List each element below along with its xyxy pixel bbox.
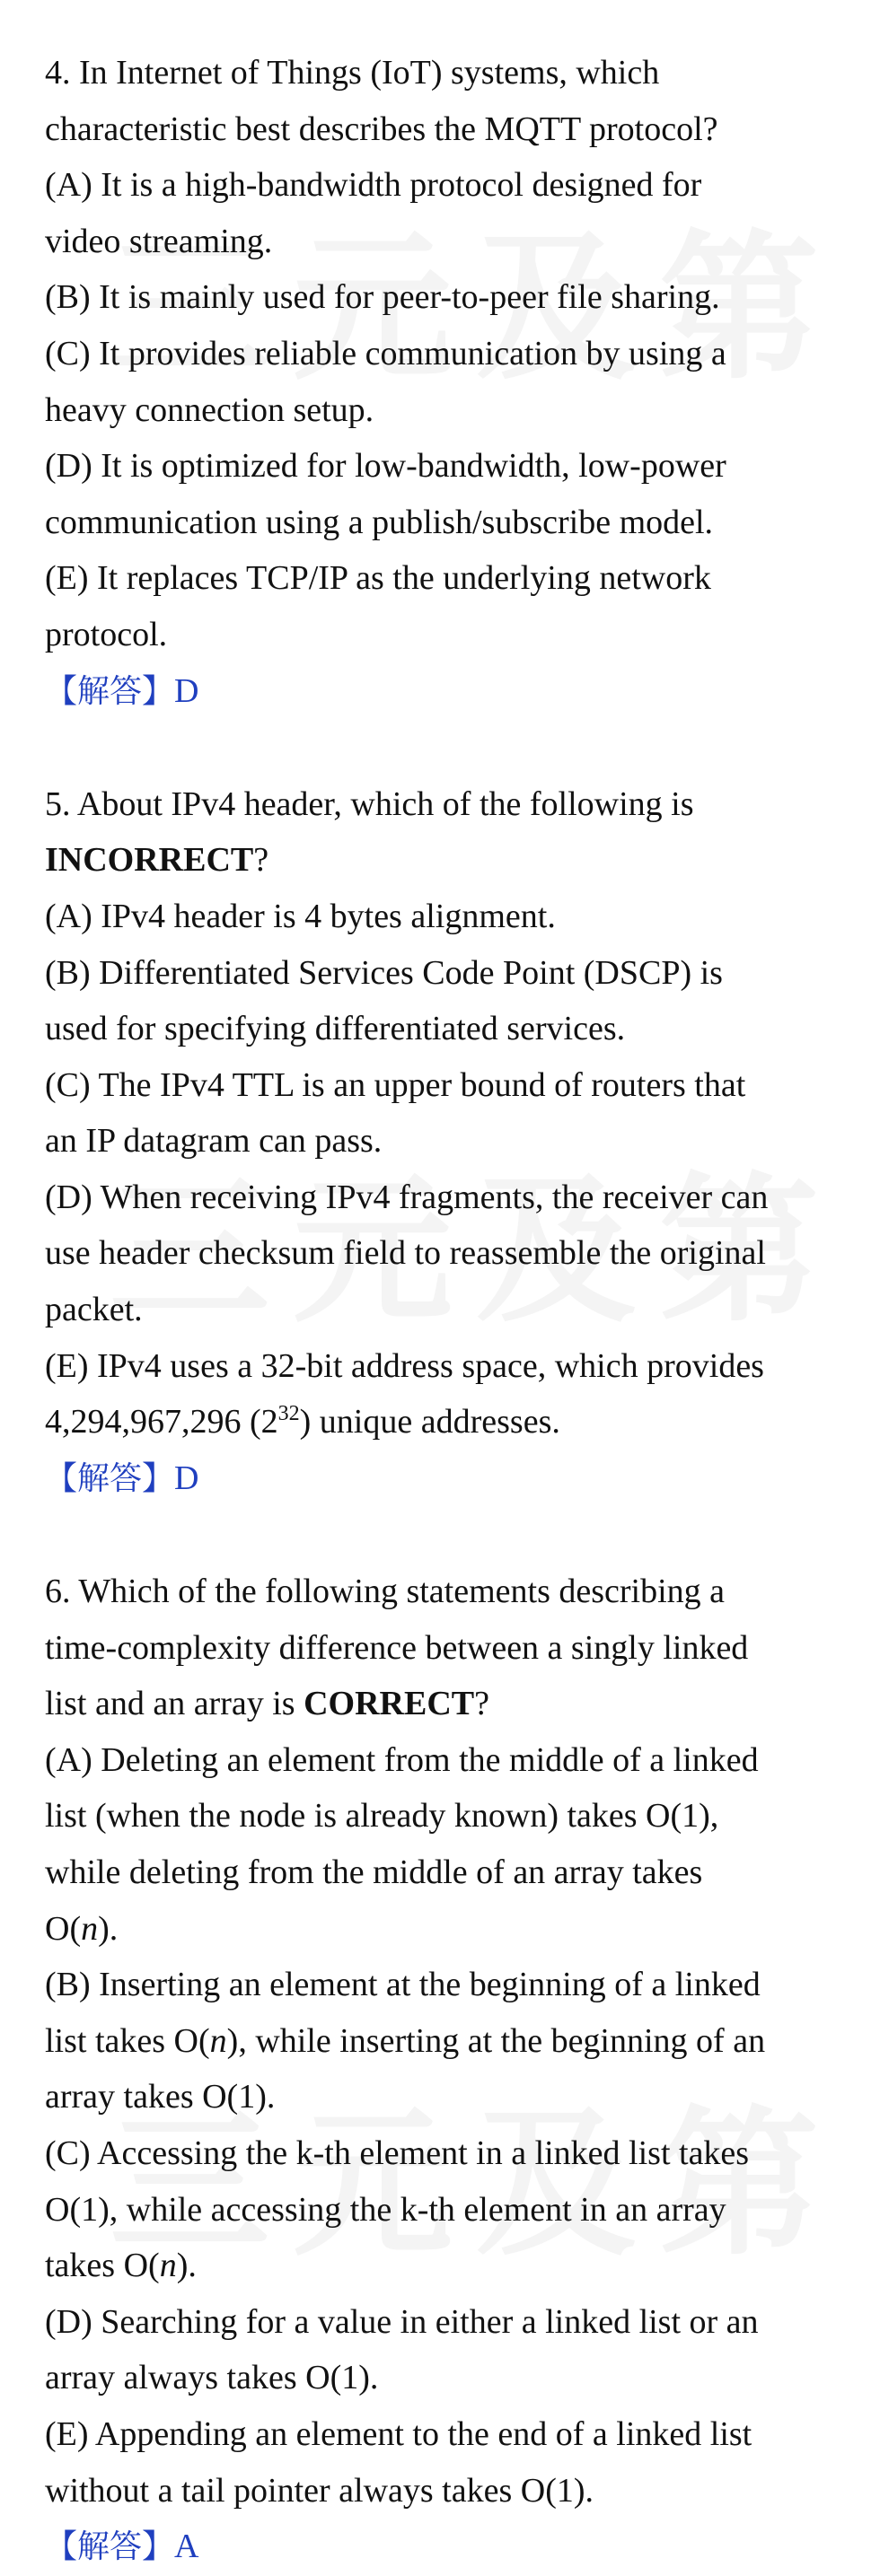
option-e-line: (E) Appending an element to the end of a linked list xyxy=(45,2414,752,2453)
option-b-line: array takes O(1). xyxy=(45,2078,276,2116)
document-body xyxy=(45,45,853,2576)
option-c-line: (C) Accessing the k-th element in a linked list takes xyxy=(45,2134,750,2172)
spacer xyxy=(45,1507,853,1564)
question-stem-line: characteristic best describes the MQTT protocol? xyxy=(45,110,718,148)
option-d-line: (D) It is optimized for low-bandwidth, low-power xyxy=(45,447,726,486)
exponent: 32 xyxy=(277,1402,300,1426)
option-d-line: packet. xyxy=(45,1291,143,1329)
option-a-line: (A) Deleting an element from the middle of a linked xyxy=(45,1740,759,1779)
option-e-line: without a tail pointer always takes O(1). xyxy=(45,2471,594,2510)
answer-line xyxy=(45,1450,853,1508)
answer-line xyxy=(45,663,853,721)
question-6 xyxy=(45,1564,853,2576)
answer-value: D xyxy=(174,671,199,710)
emphasis-correct: CORRECT xyxy=(304,1685,475,1723)
answer-value: D xyxy=(174,1459,199,1497)
option-d-line: communication using a publish/subscribe model. xyxy=(45,503,714,541)
question-4 xyxy=(45,45,853,720)
option-e-text: 4,294,967,296 (2 xyxy=(45,1403,278,1441)
answer-label: 【解答】 xyxy=(45,672,175,710)
answer-label: 【解答】 xyxy=(45,1459,175,1497)
option-c-line: (C) It provides reliable communication by using a xyxy=(45,334,726,372)
option-e-text: ) unique addresses. xyxy=(299,1403,560,1441)
option-c-line: an IP datagram can pass. xyxy=(45,1122,383,1161)
option-c-line: (C) The IPv4 TTL is an upper bound of routers that xyxy=(45,1065,746,1104)
option-e-line: protocol. xyxy=(45,615,168,653)
option-d-line: (D) When receiving IPv4 fragments, the receiver can xyxy=(45,1178,769,1216)
option-b-line: (B) It is mainly used for peer-to-peer file sharing. xyxy=(45,278,720,317)
option-e-line: (E) IPv4 uses a 32-bit address space, which provides xyxy=(45,1346,764,1385)
option-d-line: array always takes O(1). xyxy=(45,2359,379,2397)
question-stem-line xyxy=(45,832,853,889)
spacer xyxy=(45,720,853,776)
question-5 xyxy=(45,776,853,1508)
option-a-line: O(n). xyxy=(45,1909,119,1948)
option-b-line: (B) Inserting an element at the beginning of a linked xyxy=(45,1966,761,2004)
question-stem-line: 4. In Internet of Things (IoT) systems, which xyxy=(45,54,660,92)
option-c-line: takes O(n). xyxy=(45,2247,197,2285)
emphasis-incorrect: INCORRECT xyxy=(45,841,254,880)
option-c-line: heavy connection setup. xyxy=(45,390,374,429)
question-stem-line: 6. Which of the following statements describing a xyxy=(45,1573,726,1611)
question-stem-line xyxy=(45,1676,853,1732)
option-b-line: (B) Differentiated Services Code Point (DSCP) is xyxy=(45,953,723,992)
option-c-line: O(1), while accessing the k-th element in an array xyxy=(45,2190,726,2229)
option-a-line: (A) It is a high-bandwidth protocol designed for xyxy=(45,166,702,205)
question-mark: ? xyxy=(474,1685,489,1723)
option-e-line: (E) It replaces TCP/IP as the underlying network xyxy=(45,559,711,598)
answer-line xyxy=(45,2519,853,2576)
option-d-line: (D) Searching for a value in either a linked list or an xyxy=(45,2302,759,2341)
option-a-line: video streaming. xyxy=(45,222,273,260)
option-b-line: list takes O(n), while inserting at the beginning of an xyxy=(45,2021,766,2060)
question-stem-line: time-complexity difference between a singly linked xyxy=(45,1628,749,1667)
option-d-line: use header checksum field to reassemble the original xyxy=(45,1234,766,1273)
option-e-line xyxy=(45,1394,853,1450)
option-a-line: (A) IPv4 header is 4 bytes alignment. xyxy=(45,897,556,935)
question-mark: ? xyxy=(253,841,269,880)
stem-text: list and an array is xyxy=(45,1685,304,1723)
answer-value: A xyxy=(174,2528,199,2566)
option-a-line: while deleting from the middle of an array takes xyxy=(45,1853,703,1891)
answer-label: 【解答】 xyxy=(45,2528,175,2566)
question-stem-line: 5. About IPv4 header, which of the following is xyxy=(45,784,694,823)
option-b-line: used for specifying differentiated services. xyxy=(45,1010,626,1048)
option-a-line: list (when the node is already known) takes O(1), xyxy=(45,1797,719,1836)
